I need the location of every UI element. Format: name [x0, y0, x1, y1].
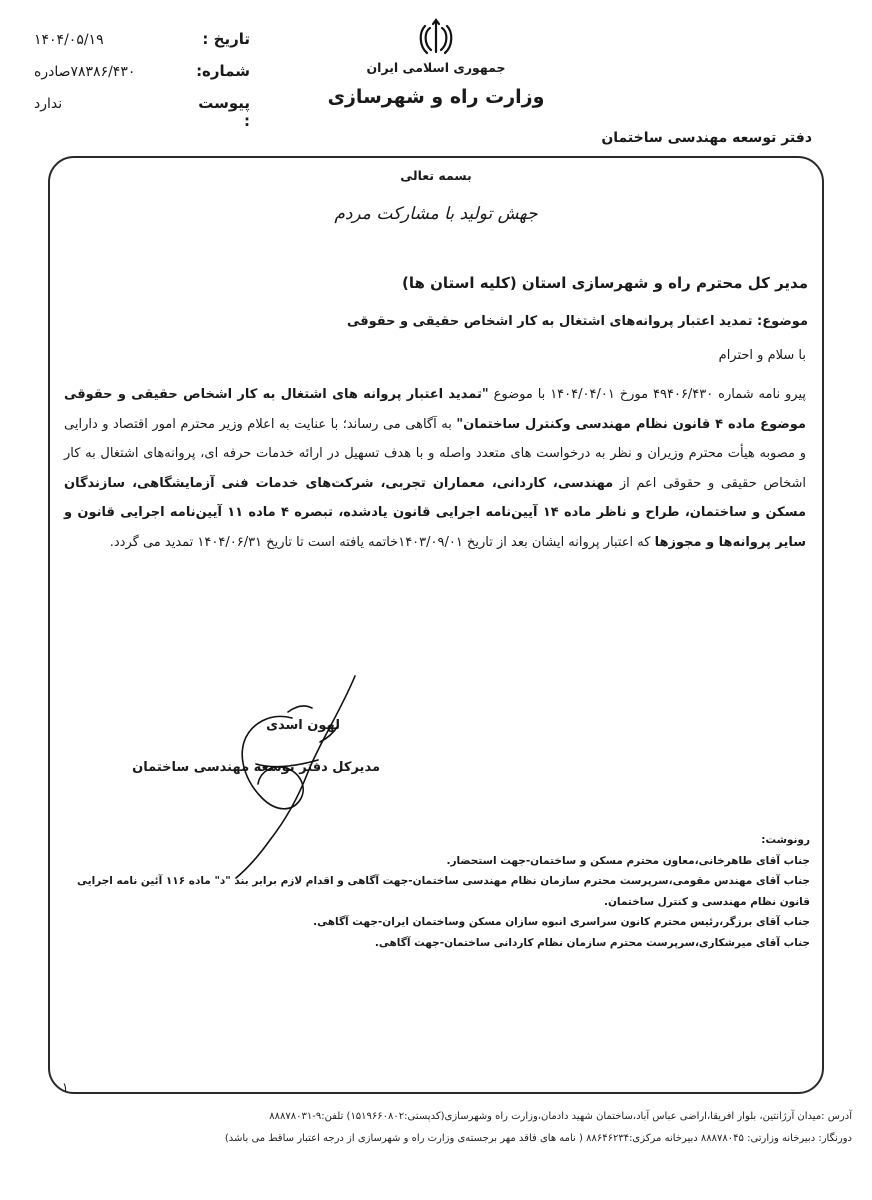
letter-meta: [30, 30, 250, 130]
signer-name: لهون اسدی: [266, 718, 340, 733]
body-part-3: به آگاهی می رساند؛ با عنایت به اعلام وزیر محترم امور اقتصاد و دارایی و مصوبه هیأت محترم وزیران و نظر به درخواست های متعدد واصله و با هدف تسهیل در ارائه خدمات حرفه ای، پروانه‌های اشتغال به کار اشخاص حقیقی و حقوقی اعم از: [64, 416, 806, 491]
number-label: شماره:: [196, 62, 250, 80]
addressee: مدیر کل محترم راه و شهرسازی استان (کلیه استان ها): [402, 274, 808, 292]
letter-frame: [48, 156, 824, 1094]
page-footer: [20, 1106, 852, 1150]
attachment-label: پیوست :: [198, 94, 250, 130]
page-number: ۱: [62, 1080, 69, 1094]
number-value: ۷۸۳۸۶/۴۳۰صادره: [34, 64, 136, 80]
date-value: ۱۴۰۴/۰۵/۱۹: [34, 32, 104, 48]
cc-item: جناب آقای مهندس مقومی،سرپرست محترم سازمان نظام مهندسی ساختمان-جهت آگاهی و اقدام لازم برابر بند "د" ماده ۱۱۶ آئین نامه اجرایی قانون نظام مهندسی و کنترل ساختمان.: [77, 875, 810, 908]
body-part-1: پیرو نامه شماره ۴۹۴۰۶/۴۳۰ مورخ ۱۴۰۴/۰۴/۰۱ با موضوع: [488, 387, 806, 402]
number-row: [30, 62, 250, 94]
year-slogan: جهش تولید با مشارکت مردم: [334, 204, 538, 224]
body-part-2: "تمدید اعتبار پروانه های اشتغال به کار اشخاص حقیقی و حقوقی موضوع ماده ۴ قانون نظام مهندسی وکنترل ساختمان": [64, 387, 806, 432]
cc-item: جناب آقای طاهرخانی،معاون محترم مسکن و ساختمان-جهت استحضار.: [446, 854, 810, 867]
body-part-5: که اعتبار پروانه ایشان بعد از تاریخ ۱۴۰۳/۰۹/۰۱خاتمه یافته است تا تاریخ ۱۴۰۴/۰۶/۳۱ تمدید می گردد.: [109, 534, 655, 550]
cc-item: جناب آقای برزگر،رئیس محترم کانون سراسری انبوه سازان مسکن وساختمان ایران-جهت آگاهی.: [313, 916, 810, 928]
attachment-row: [30, 94, 250, 130]
letter-body: [64, 380, 806, 558]
subject-line: موضوع: تمدید اعتبار پروانه‌های اشتغال به کار اشخاص حقیقی و حقوقی: [346, 314, 808, 329]
date-row: [30, 30, 250, 62]
date-label: تاریخ :: [202, 30, 250, 48]
greeting: با سلام و احترام: [718, 348, 806, 363]
body-part-4: مهندسی، کاردانی، معماران تجربی، شرکت‌های خدمات فنی آزمایشگاهی، سازندگان مسکن و ساختمان، طراح و ناظر ماده ۱۴ آیین‌نامه اجرایی قانون یادشده، تبصره ۴ ماده ۱۱ آیین‌نامه اجرایی قانون و سایر پروانه‌ها و مجوزها: [64, 475, 807, 550]
republic-title: جمهوری اسلامی ایران: [366, 60, 506, 75]
iran-emblem-icon: [418, 18, 454, 58]
attachment-value: ندارد: [34, 96, 63, 112]
signer-title: مدیرکل دفتر توسعه مهندسی ساختمان: [132, 760, 380, 775]
cc-item: جناب آقای میرشکاری،سرپرست محترم سازمان نظام کاردانی ساختمان-جهت آگاهی.: [374, 936, 810, 949]
footer-address: آدرس :میدان آرژانتین، بلوار افریقا،اراضی عباس آباد،ساختمان شهید دادمان،وزارت راه وشهرسازی(کدپستی:۱۵۱۹۶۶۰۸۰۲) تلفن:۹-۸۸۸۷۸۰۳۱: [269, 1111, 852, 1122]
basmala: بسمه تعالی: [400, 168, 472, 183]
cc-list: [58, 830, 810, 953]
cc-title: رونوشت:: [761, 834, 810, 846]
office-title: دفتر توسعه مهندسی ساختمان: [601, 130, 812, 146]
footer-fax: دورنگار: دبیرخانه وزارتی: ۸۸۸۷۸۰۴۵ دبیرخانه مرکزی:۸۸۶۴۶۲۳۴ ( نامه های فاقد مهر برجسته‌ی وزارت راه و شهرسازی از درجه اعتبار ساقط می باشد): [224, 1133, 852, 1144]
ministry-title: وزارت راه و شهرسازی: [327, 86, 545, 108]
